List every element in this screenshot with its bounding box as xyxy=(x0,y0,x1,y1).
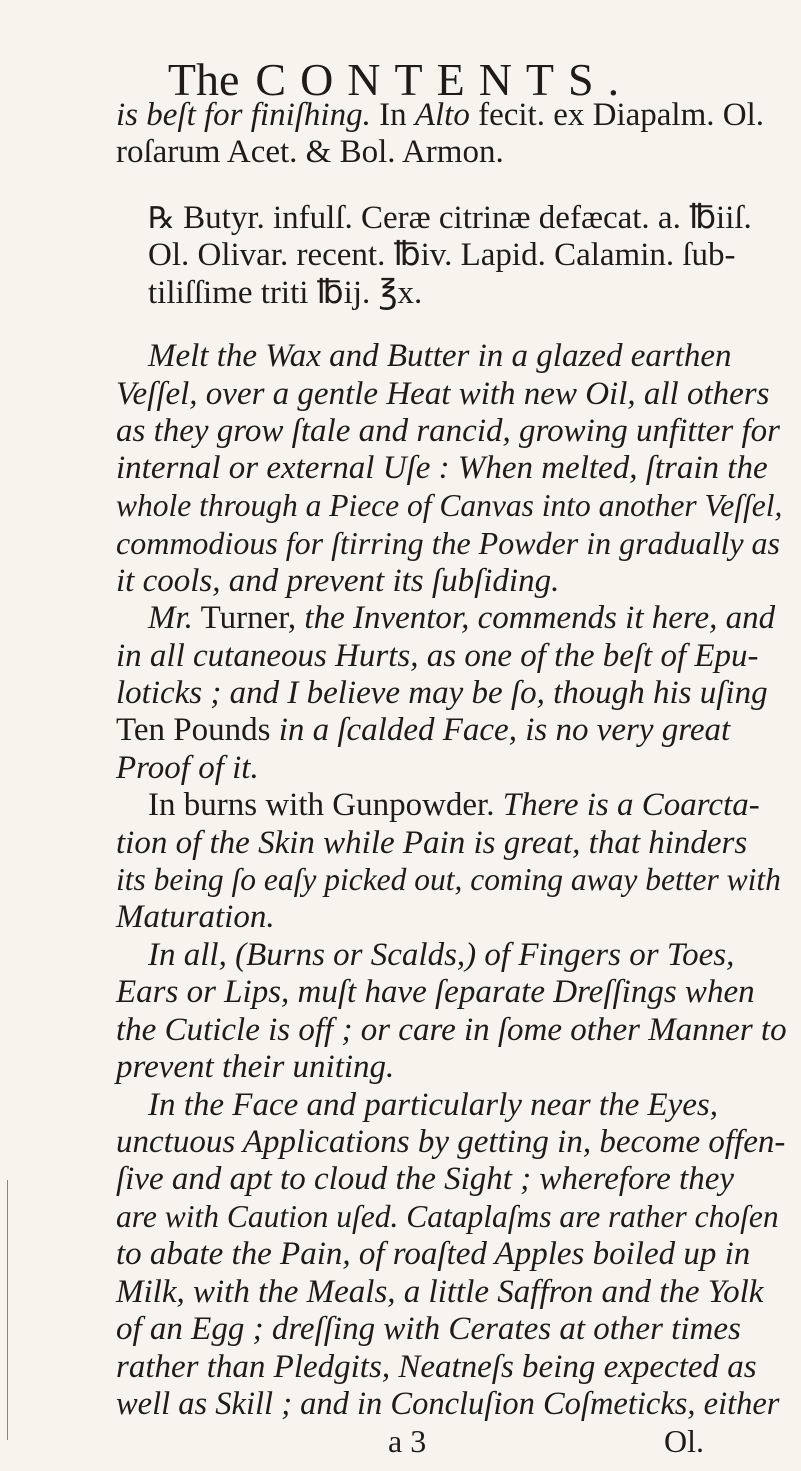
signature-mark: a 3 xyxy=(388,1423,427,1459)
text-line: its being ſo eaſy picked out, coming away better with xyxy=(116,862,781,897)
text-line: in all cutaneous Hurts, as one of the beſt of Epu- xyxy=(116,638,759,674)
text-line: rather than Pledgits, Neatneſs being expected as xyxy=(116,1349,757,1385)
text-line: loticks ; and I believe may be ſo, though his uſing xyxy=(116,675,768,711)
text-line: as they grow ſtale and rancid, growing unfitter for xyxy=(116,413,780,449)
page-edge-rule xyxy=(7,1180,8,1440)
text-line: it cools, and prevent its ſubſiding. xyxy=(116,563,560,599)
text-line: unctuous Applications by getting in, become offen- xyxy=(116,1124,786,1160)
text-line: to abate the Pain, of roaſted Apples boiled up in xyxy=(116,1236,751,1272)
text-line: the Cuticle is off ; or care in ſome other Manner to xyxy=(116,1012,787,1048)
text-line: Ten Pounds in a ſcalded Face, is no very great xyxy=(116,712,731,748)
text-line: are with Caution uſed. Cataplaſms are rather choſen xyxy=(116,1199,779,1234)
text-line: roſarum Acet. & Bol. Armon. xyxy=(116,134,504,170)
text-line: prevent their uniting. xyxy=(116,1049,395,1085)
recipe-symbol: ℞ xyxy=(148,201,175,236)
text-line: In the Face and particularly near the Eyes, xyxy=(148,1087,719,1123)
text-line: commodious for ſtirring the Powder in gradually as xyxy=(116,525,780,561)
text-line: Maturation. xyxy=(116,899,275,935)
text-line: Milk, with the Meals, a little Saffron and the Yolk xyxy=(116,1274,764,1310)
text-line: Veſſel, over a gentle Heat with new Oil, all others xyxy=(116,376,770,412)
catchword: Ol. xyxy=(664,1423,704,1459)
header-the: The xyxy=(167,54,240,105)
text-line: tion of the Skin while Pain is great, that hinders xyxy=(116,825,748,861)
text-line: Ears or Lips, muſt have ſeparate Dreſſings when xyxy=(116,974,755,1010)
text-line: whole through a Piece of Canvas into another Veſſel, xyxy=(116,488,783,523)
text-line: of an Egg ; dreſſing with Cerates at other times xyxy=(116,1311,741,1347)
text-line: well as Skill ; and in Concluſion Coſmeticks, either xyxy=(116,1386,780,1422)
text-line: ℞ Butyr. infulſ. Ceræ citrinæ defæcat. a. ℔iiſ. xyxy=(148,200,752,236)
text-line: ſive and apt to cloud the Sight ; wherefore they xyxy=(116,1161,734,1197)
header-contents: CONTENTS. xyxy=(255,54,634,105)
text-line: Proof of it. xyxy=(116,750,259,786)
text-line: Melt the Wax and Butter in a glazed earthen xyxy=(148,338,732,374)
text-line: internal or external Uſe : When melted, ſtrain the xyxy=(116,450,768,486)
text-line: tiliſſime triti ℔ij. ℥x. xyxy=(148,275,423,311)
text-line: In all, (Burns or Scalds,) of Fingers or Toes, xyxy=(148,937,735,973)
text-line: In burns with Gunpowder. There is a Coarcta- xyxy=(148,787,760,823)
text-line: is beſt for finiſhing. In Alto fecit. ex Diapalm. Ol. xyxy=(116,97,765,133)
text-line: Ol. Olivar. recent. ℔iv. Lapid. Calamin. ſub- xyxy=(148,237,736,273)
text-line: Mr. Turner, the Inventor, commends it here, and xyxy=(148,600,776,636)
